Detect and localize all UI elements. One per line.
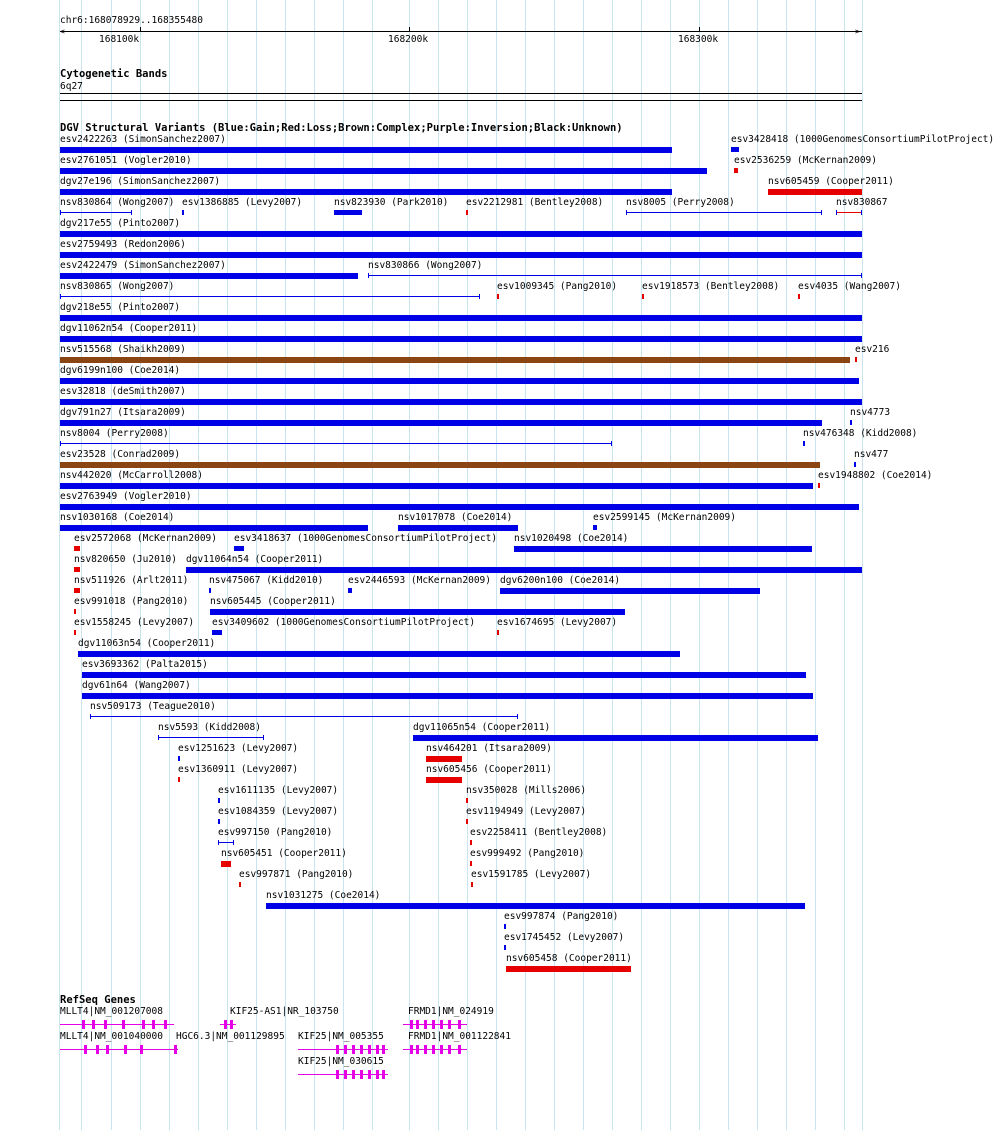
variant-label: esv1251623 (Levy2007) <box>178 743 299 754</box>
cytoband-band-top <box>60 93 862 94</box>
variant-bar[interactable] <box>90 716 518 717</box>
gene-exon <box>440 1045 443 1054</box>
variant-bar[interactable] <box>626 212 822 213</box>
variant-label: nsv823930 (Park2010) <box>334 197 449 208</box>
variant-label: nsv511926 (Arlt2011) <box>74 575 189 586</box>
variant-label: nsv509173 (Teague2010) <box>90 701 216 712</box>
gene-label: KIF25|NM_005355 <box>298 1031 384 1042</box>
variant-label: esv23528 (Conrad2009) <box>60 449 181 460</box>
gene-exon <box>152 1020 155 1029</box>
variant-label: esv1009345 (Pang2010) <box>497 281 618 292</box>
variant-label: nsv8005 (Perry2008) <box>626 197 735 208</box>
variant-label: nsv830865 (Wong2007) <box>60 281 175 292</box>
variant-label: esv216 <box>855 344 890 355</box>
dgv-track-title[interactable]: DGV Structural Variants (Blue:Gain;Red:Loss;Brown:Complex;Purple:Inversion;Black:Unknown) <box>60 122 623 134</box>
variant-bar[interactable] <box>60 378 859 384</box>
variant-label: esv2422263 (SimonSanchez2007) <box>60 134 226 145</box>
variant-end-cap <box>611 441 612 446</box>
variant-label: dgv791n27 (Itsara2009) <box>60 407 186 418</box>
gene-label: KIF25-AS1|NR_103750 <box>230 1006 339 1017</box>
gene-exon <box>140 1045 143 1054</box>
gene-label: KIF25|NM_030615 <box>298 1056 384 1067</box>
ruler-tick <box>409 27 410 32</box>
variant-bar[interactable] <box>642 294 644 299</box>
variant-bar[interactable] <box>504 945 506 950</box>
variant-bar[interactable] <box>266 903 805 909</box>
variant-label: esv2763949 (Vogler2010) <box>60 491 192 502</box>
variant-bar[interactable] <box>60 525 368 531</box>
variant-label: esv997150 (Pang2010) <box>218 827 333 838</box>
gene-exon <box>416 1045 419 1054</box>
variant-label: nsv605451 (Cooper2011) <box>221 848 347 859</box>
variant-label: esv1386885 (Levy2007) <box>182 197 303 208</box>
variant-label: dgv11064n54 (Cooper2011) <box>186 554 324 565</box>
variant-label: esv3409602 (1000GenomesConsortiumPilotProject) <box>212 617 476 628</box>
variant-label: dgv11063n54 (Cooper2011) <box>78 638 216 649</box>
variant-bar[interactable] <box>803 441 805 446</box>
variant-bar[interactable] <box>60 273 358 279</box>
variant-label: nsv442020 (McCarroll2008) <box>60 470 203 481</box>
variant-label: dgv6200n100 (Coe2014) <box>500 575 621 586</box>
variant-end-cap <box>821 210 822 215</box>
variant-label: dgv6199n100 (Coe2014) <box>60 365 181 376</box>
variant-end-cap <box>861 210 862 215</box>
variant-bar[interactable] <box>348 588 352 593</box>
variant-label: esv1948802 (Coe2014) <box>818 470 933 481</box>
variant-label: dgv11065n54 (Cooper2011) <box>413 722 551 733</box>
variant-label: esv4035 (Wang2007) <box>798 281 901 292</box>
variant-bar[interactable] <box>60 189 672 195</box>
variant-bar[interactable] <box>60 420 822 426</box>
variant-bar[interactable] <box>471 882 473 887</box>
variant-bar[interactable] <box>497 294 499 299</box>
variant-label: nsv8004 (Perry2008) <box>60 428 169 439</box>
variant-end-cap <box>263 735 264 740</box>
variant-bar[interactable] <box>426 756 462 762</box>
grid-line <box>728 0 729 1130</box>
gene-exon <box>424 1045 427 1054</box>
gene-exon <box>448 1020 451 1029</box>
variant-label: esv3418637 (1000GenomesConsortiumPilotProject) <box>234 533 498 544</box>
variant-label: nsv4773 <box>850 407 891 418</box>
variant-label: esv2761051 (Vogler2010) <box>60 155 192 166</box>
gene-exon <box>382 1045 385 1054</box>
grid-line <box>815 0 816 1130</box>
variant-bar[interactable] <box>60 296 480 297</box>
variant-label: nsv1031275 (Coe2014) <box>266 890 381 901</box>
variant-bar[interactable] <box>466 819 468 824</box>
variant-bar[interactable] <box>209 588 211 593</box>
gene-exon <box>360 1070 363 1079</box>
gene-exon <box>458 1045 461 1054</box>
variant-bar[interactable] <box>74 609 76 614</box>
variant-label: esv1591785 (Levy2007) <box>471 869 592 880</box>
variant-label: esv2759493 (Redon2006) <box>60 239 186 250</box>
gene-exon <box>410 1020 413 1029</box>
ruler-tick-label: 168200k <box>388 34 429 45</box>
gene-exon <box>382 1070 385 1079</box>
gene-exon <box>164 1020 167 1029</box>
refseq-track-title[interactable]: RefSeq Genes <box>60 994 136 1006</box>
gene-exon <box>360 1045 363 1054</box>
variant-bar[interactable] <box>60 399 862 405</box>
variant-bar[interactable] <box>60 252 862 258</box>
variant-label: nsv475067 (Kidd2010) <box>209 575 324 586</box>
variant-label: esv991018 (Pang2010) <box>74 596 189 607</box>
gene-exon <box>368 1070 371 1079</box>
variant-bar[interactable] <box>514 546 812 552</box>
variant-bar[interactable] <box>60 147 672 153</box>
gene-exon <box>448 1045 451 1054</box>
gene-exon <box>368 1045 371 1054</box>
variant-label: esv1360911 (Levy2007) <box>178 764 299 775</box>
variant-bar[interactable] <box>186 567 862 573</box>
variant-label: nsv5593 (Kidd2008) <box>158 722 261 733</box>
variant-end-cap <box>861 273 862 278</box>
variant-label: nsv830864 (Wong2007) <box>60 197 175 208</box>
gene-exon <box>106 1045 109 1054</box>
variant-bar[interactable] <box>734 168 738 173</box>
variant-label: nsv477 <box>854 449 889 460</box>
variant-label: nsv515568 (Shaikh2009) <box>60 344 186 355</box>
variant-bar[interactable] <box>593 525 597 530</box>
ruler-tick-label: 168100k <box>99 34 140 45</box>
variant-label: dgv218e55 (Pinto2007) <box>60 302 181 313</box>
variant-end-cap <box>517 714 518 719</box>
variant-label: esv997871 (Pang2010) <box>239 869 354 880</box>
variant-end-cap <box>60 441 61 446</box>
variant-bar[interactable] <box>466 798 468 803</box>
variant-bar[interactable] <box>60 168 707 174</box>
variant-bar[interactable] <box>178 756 180 761</box>
variant-bar[interactable] <box>78 651 680 657</box>
variant-end-cap <box>131 210 132 215</box>
grid-line <box>844 0 845 1130</box>
variant-bar[interactable] <box>398 525 518 531</box>
gene-exon <box>142 1020 145 1029</box>
variant-bar[interactable] <box>182 210 184 215</box>
variant-bar[interactable] <box>218 819 220 824</box>
variant-label: nsv605459 (Cooper2011) <box>768 176 894 187</box>
variant-label: esv1918573 (Bentley2008) <box>642 281 780 292</box>
gene-intron-line[interactable] <box>298 1074 388 1075</box>
variant-label: nsv830866 (Wong2007) <box>368 260 483 271</box>
variant-label: nsv350028 (Mills2006) <box>466 785 587 796</box>
variant-bar[interactable] <box>334 210 362 215</box>
variant-label: esv2258411 (Bentley2008) <box>470 827 608 838</box>
variant-bar[interactable] <box>234 546 244 551</box>
variant-label: esv2446593 (McKernan2009) <box>348 575 491 586</box>
gene-label: MLLT4|NM_001207008 <box>60 1006 163 1017</box>
variant-end-cap <box>626 210 627 215</box>
variant-bar[interactable] <box>504 924 506 929</box>
gene-exon <box>458 1020 461 1029</box>
variant-label: esv1611135 (Levy2007) <box>218 785 339 796</box>
gene-exon <box>174 1045 177 1054</box>
variant-bar[interactable] <box>82 693 813 699</box>
variant-bar[interactable] <box>497 630 499 635</box>
ruler-right-arrow: > <box>855 27 860 36</box>
gene-exon <box>344 1070 347 1079</box>
variant-bar[interactable] <box>731 147 739 152</box>
variant-label: dgv61n64 (Wang2007) <box>82 680 191 691</box>
variant-bar[interactable] <box>74 588 80 593</box>
variant-bar[interactable] <box>850 420 852 425</box>
variant-label: esv3428418 (1000GenomesConsortiumPilotProject) <box>731 134 994 145</box>
ruler-axis <box>60 31 862 32</box>
gene-exon <box>82 1020 85 1029</box>
gene-intron-line[interactable] <box>298 1049 388 1050</box>
variant-label: esv997874 (Pang2010) <box>504 911 619 922</box>
variant-label: esv1084359 (Levy2007) <box>218 806 339 817</box>
variant-label: esv999492 (Pang2010) <box>470 848 585 859</box>
gene-exon <box>376 1070 379 1079</box>
variant-bar[interactable] <box>798 294 800 299</box>
variant-end-cap <box>60 210 61 215</box>
grid-line <box>862 0 863 1130</box>
gene-exon <box>224 1020 227 1029</box>
gene-exon <box>432 1045 435 1054</box>
gene-exon <box>410 1045 413 1054</box>
variant-label: esv2422479 (SimonSanchez2007) <box>60 260 226 271</box>
variant-bar[interactable] <box>768 189 862 195</box>
variant-label: esv2599145 (McKernan2009) <box>593 512 736 523</box>
gene-exon <box>344 1045 347 1054</box>
variant-bar[interactable] <box>60 336 862 342</box>
variant-label: esv3693362 (Palta2015) <box>82 659 208 670</box>
variant-label: nsv476348 (Kidd2008) <box>803 428 918 439</box>
variant-label: esv1558245 (Levy2007) <box>74 617 195 628</box>
gene-exon <box>84 1045 87 1054</box>
gene-exon <box>104 1020 107 1029</box>
variant-bar[interactable] <box>506 966 631 972</box>
variant-bar[interactable] <box>60 212 132 213</box>
variant-end-cap <box>479 294 480 299</box>
variant-label: nsv605456 (Cooper2011) <box>426 764 552 775</box>
variant-bar[interactable] <box>218 842 234 843</box>
variant-bar[interactable] <box>212 630 222 635</box>
variant-label: nsv464201 (Itsara2009) <box>426 743 552 754</box>
variant-bar[interactable] <box>836 212 862 213</box>
gene-exon <box>376 1045 379 1054</box>
variant-label: nsv1030168 (Coe2014) <box>60 512 175 523</box>
variant-label: esv2536259 (McKernan2009) <box>734 155 877 166</box>
variant-label: esv1674695 (Levy2007) <box>497 617 618 628</box>
ruler-tick <box>140 27 141 32</box>
gene-label: MLLT4|NM_001040000 <box>60 1031 163 1042</box>
variant-label: nsv605445 (Cooper2011) <box>210 596 336 607</box>
variant-bar[interactable] <box>413 735 818 741</box>
variant-end-cap <box>90 714 91 719</box>
variant-label: dgv27e196 (SimonSanchez2007) <box>60 176 221 187</box>
variant-bar[interactable] <box>178 777 180 782</box>
gene-exon <box>230 1020 233 1029</box>
variant-bar[interactable] <box>218 798 220 803</box>
variant-bar[interactable] <box>60 357 850 363</box>
variant-bar[interactable] <box>60 483 813 489</box>
grid-line <box>757 0 758 1130</box>
variant-end-cap <box>158 735 159 740</box>
variant-end-cap <box>218 840 219 845</box>
gene-label: FRMD1|NM_001122841 <box>408 1031 511 1042</box>
ruler-tick <box>699 27 700 32</box>
variant-bar[interactable] <box>158 737 264 738</box>
ruler-left-arrow: < <box>60 27 65 36</box>
variant-end-cap <box>368 273 369 278</box>
gene-intron-line[interactable] <box>60 1049 172 1050</box>
variant-end-cap <box>233 840 234 845</box>
cytoband-label: 6q27 <box>60 81 83 92</box>
variant-bar[interactable] <box>426 777 462 783</box>
variant-end-cap <box>836 210 837 215</box>
variant-bar[interactable] <box>74 567 80 572</box>
variant-bar[interactable] <box>470 861 472 866</box>
variant-bar[interactable] <box>239 882 241 887</box>
variant-bar[interactable] <box>855 357 857 362</box>
gene-exon <box>96 1045 99 1054</box>
gene-exon <box>92 1020 95 1029</box>
cytoband-band-bottom <box>60 100 862 101</box>
gene-exon <box>124 1045 127 1054</box>
variant-bar[interactable] <box>60 504 859 510</box>
variant-bar[interactable] <box>74 546 80 551</box>
variant-bar[interactable] <box>500 588 760 594</box>
variant-label: esv2212981 (Bentley2008) <box>466 197 604 208</box>
gene-exon <box>122 1020 125 1029</box>
variant-bar[interactable] <box>82 672 806 678</box>
gene-exon <box>352 1045 355 1054</box>
variant-label: esv1745452 (Levy2007) <box>504 932 625 943</box>
gene-exon <box>424 1020 427 1029</box>
variant-bar[interactable] <box>470 840 472 845</box>
gene-exon <box>336 1070 339 1079</box>
variant-bar[interactable] <box>818 483 820 488</box>
variant-bar[interactable] <box>60 462 820 468</box>
variant-label: nsv1017078 (Coe2014) <box>398 512 513 523</box>
ruler-coordinate: chr6:168078929..168355480 <box>60 15 203 26</box>
variant-label: nsv605458 (Cooper2011) <box>506 953 632 964</box>
variant-bar[interactable] <box>60 315 862 321</box>
variant-end-cap <box>60 294 61 299</box>
gene-exon <box>416 1020 419 1029</box>
gene-exon <box>336 1045 339 1054</box>
variant-bar[interactable] <box>221 861 231 867</box>
gene-exon <box>352 1070 355 1079</box>
variant-label: esv1194949 (Levy2007) <box>466 806 587 817</box>
grid-line <box>786 0 787 1130</box>
variant-bar[interactable] <box>74 630 76 635</box>
variant-label: dgv217e55 (Pinto2007) <box>60 218 181 229</box>
gene-label: HGC6.3|NM_001129895 <box>176 1031 285 1042</box>
gene-intron-line[interactable] <box>60 1024 174 1025</box>
cytoband-track-title[interactable]: Cytogenetic Bands <box>60 68 168 80</box>
variant-label: esv2572068 (McKernan2009) <box>74 533 217 544</box>
variant-bar[interactable] <box>60 231 862 237</box>
ruler-tick-label: 168300k <box>678 34 719 45</box>
variant-label: nsv1020498 (Coe2014) <box>514 533 629 544</box>
variant-label: nsv820650 (Ju2010) <box>74 554 177 565</box>
variant-label: dgv11062n54 (Cooper2011) <box>60 323 198 334</box>
variant-bar[interactable] <box>210 609 625 615</box>
variant-bar[interactable] <box>368 275 862 276</box>
variant-bar[interactable] <box>466 210 468 215</box>
gene-exon <box>440 1020 443 1029</box>
variant-label: esv32818 (deSmith2007) <box>60 386 186 397</box>
gene-exon <box>432 1020 435 1029</box>
variant-bar[interactable] <box>854 462 856 467</box>
variant-bar[interactable] <box>60 443 612 444</box>
gene-label: FRMD1|NM_024919 <box>408 1006 494 1017</box>
gene-intron-line[interactable] <box>220 1024 236 1025</box>
variant-label: nsv830867 <box>836 197 888 208</box>
